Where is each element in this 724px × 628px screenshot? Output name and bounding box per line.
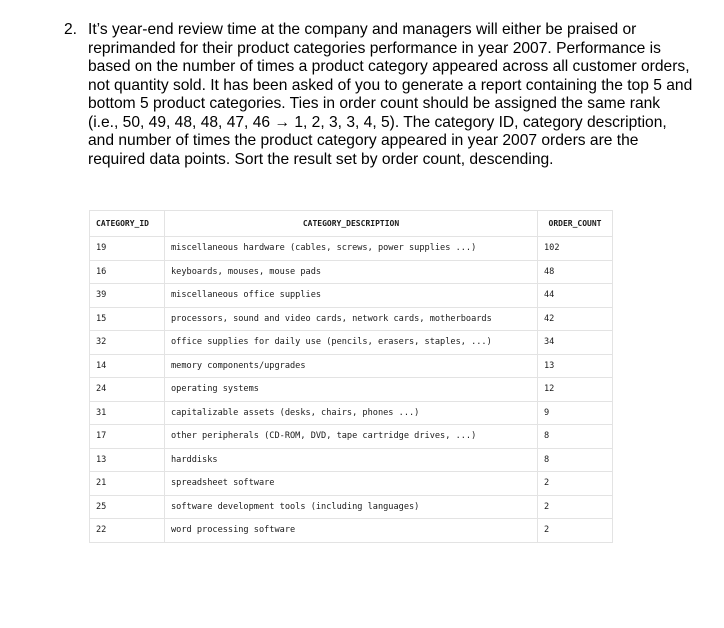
question-text: It’s year-end review time at the company and managers will either be praised or reprimanded for their product categories performance in year 2007. Performance is based on the number of times a product category appeared across all customer orders, not quantity sold. It has been asked of you to generate a report containing the top 5 and bottom 5 product categories. Ties in order count should be assigned the same rank (i.e., 50, 49, 48, 48, 47, 46 → 1, 2, 3, 3, 4, 5). The category ID, category description, and number of times the product category appeared in year 2007 orders are the required data points. Sort the result set by order count, descending.: [88, 21, 693, 168]
header-category-description: CATEGORY_DESCRIPTION: [165, 211, 538, 237]
cell-category-id: 15: [90, 307, 165, 331]
cell-order-count: 34: [538, 331, 613, 355]
header-category-id: CATEGORY_ID: [90, 211, 165, 237]
table-row: [90, 448, 613, 472]
table-row: [90, 237, 613, 261]
cell-category-id: 21: [90, 472, 165, 496]
cell-category-description: office supplies for daily use (pencils, erasers, staples, ...): [165, 331, 538, 355]
cell-order-count: 2: [538, 472, 613, 496]
cell-category-description: operating systems: [165, 378, 538, 402]
cell-category-id: 14: [90, 354, 165, 378]
cell-order-count: 44: [538, 284, 613, 308]
table-row: [90, 401, 613, 425]
cell-category-id: 32: [90, 331, 165, 355]
cell-order-count: 42: [538, 307, 613, 331]
cell-category-description: keyboards, mouses, mouse pads: [165, 260, 538, 284]
cell-order-count: 48: [538, 260, 613, 284]
cell-order-count: 8: [538, 425, 613, 449]
table-row: [90, 284, 613, 308]
table-row: [90, 307, 613, 331]
cell-category-id: 16: [90, 260, 165, 284]
cell-order-count: 13: [538, 354, 613, 378]
cell-category-description: miscellaneous office supplies: [165, 284, 538, 308]
cell-category-id: 17: [90, 425, 165, 449]
cell-category-description: software development tools (including languages): [165, 495, 538, 519]
table-row: [90, 354, 613, 378]
table-row: [90, 378, 613, 402]
cell-category-description: spreadsheet software: [165, 472, 538, 496]
cell-category-id: 13: [90, 448, 165, 472]
cell-order-count: 12: [538, 378, 613, 402]
cell-category-description: harddisks: [165, 448, 538, 472]
cell-category-description: processors, sound and video cards, network cards, motherboards: [165, 307, 538, 331]
table-row: [90, 472, 613, 496]
cell-order-count: 8: [538, 448, 613, 472]
cell-category-description: other peripherals (CD-ROM, DVD, tape cartridge drives, ...): [165, 425, 538, 449]
cell-category-id: 22: [90, 519, 165, 543]
cell-category-description: word processing software: [165, 519, 538, 543]
results-table: [89, 210, 613, 543]
table-row: [90, 495, 613, 519]
question-block: [64, 21, 694, 169]
cell-category-description: capitalizable assets (desks, chairs, phones ...): [165, 401, 538, 425]
header-row: [90, 211, 613, 237]
cell-order-count: 2: [538, 519, 613, 543]
cell-order-count: 102: [538, 237, 613, 261]
cell-category-id: 25: [90, 495, 165, 519]
cell-order-count: 2: [538, 495, 613, 519]
cell-category-id: 31: [90, 401, 165, 425]
header-order-count: ORDER_COUNT: [538, 211, 613, 237]
cell-category-id: 24: [90, 378, 165, 402]
cell-category-description: miscellaneous hardware (cables, screws, power supplies ...): [165, 237, 538, 261]
cell-category-id: 19: [90, 237, 165, 261]
table-row: [90, 260, 613, 284]
table-row: [90, 519, 613, 543]
cell-order-count: 9: [538, 401, 613, 425]
cell-category-description: memory components/upgrades: [165, 354, 538, 378]
table-row: [90, 331, 613, 355]
cell-category-id: 39: [90, 284, 165, 308]
table-row: [90, 425, 613, 449]
question-number: 2.: [64, 21, 78, 38]
